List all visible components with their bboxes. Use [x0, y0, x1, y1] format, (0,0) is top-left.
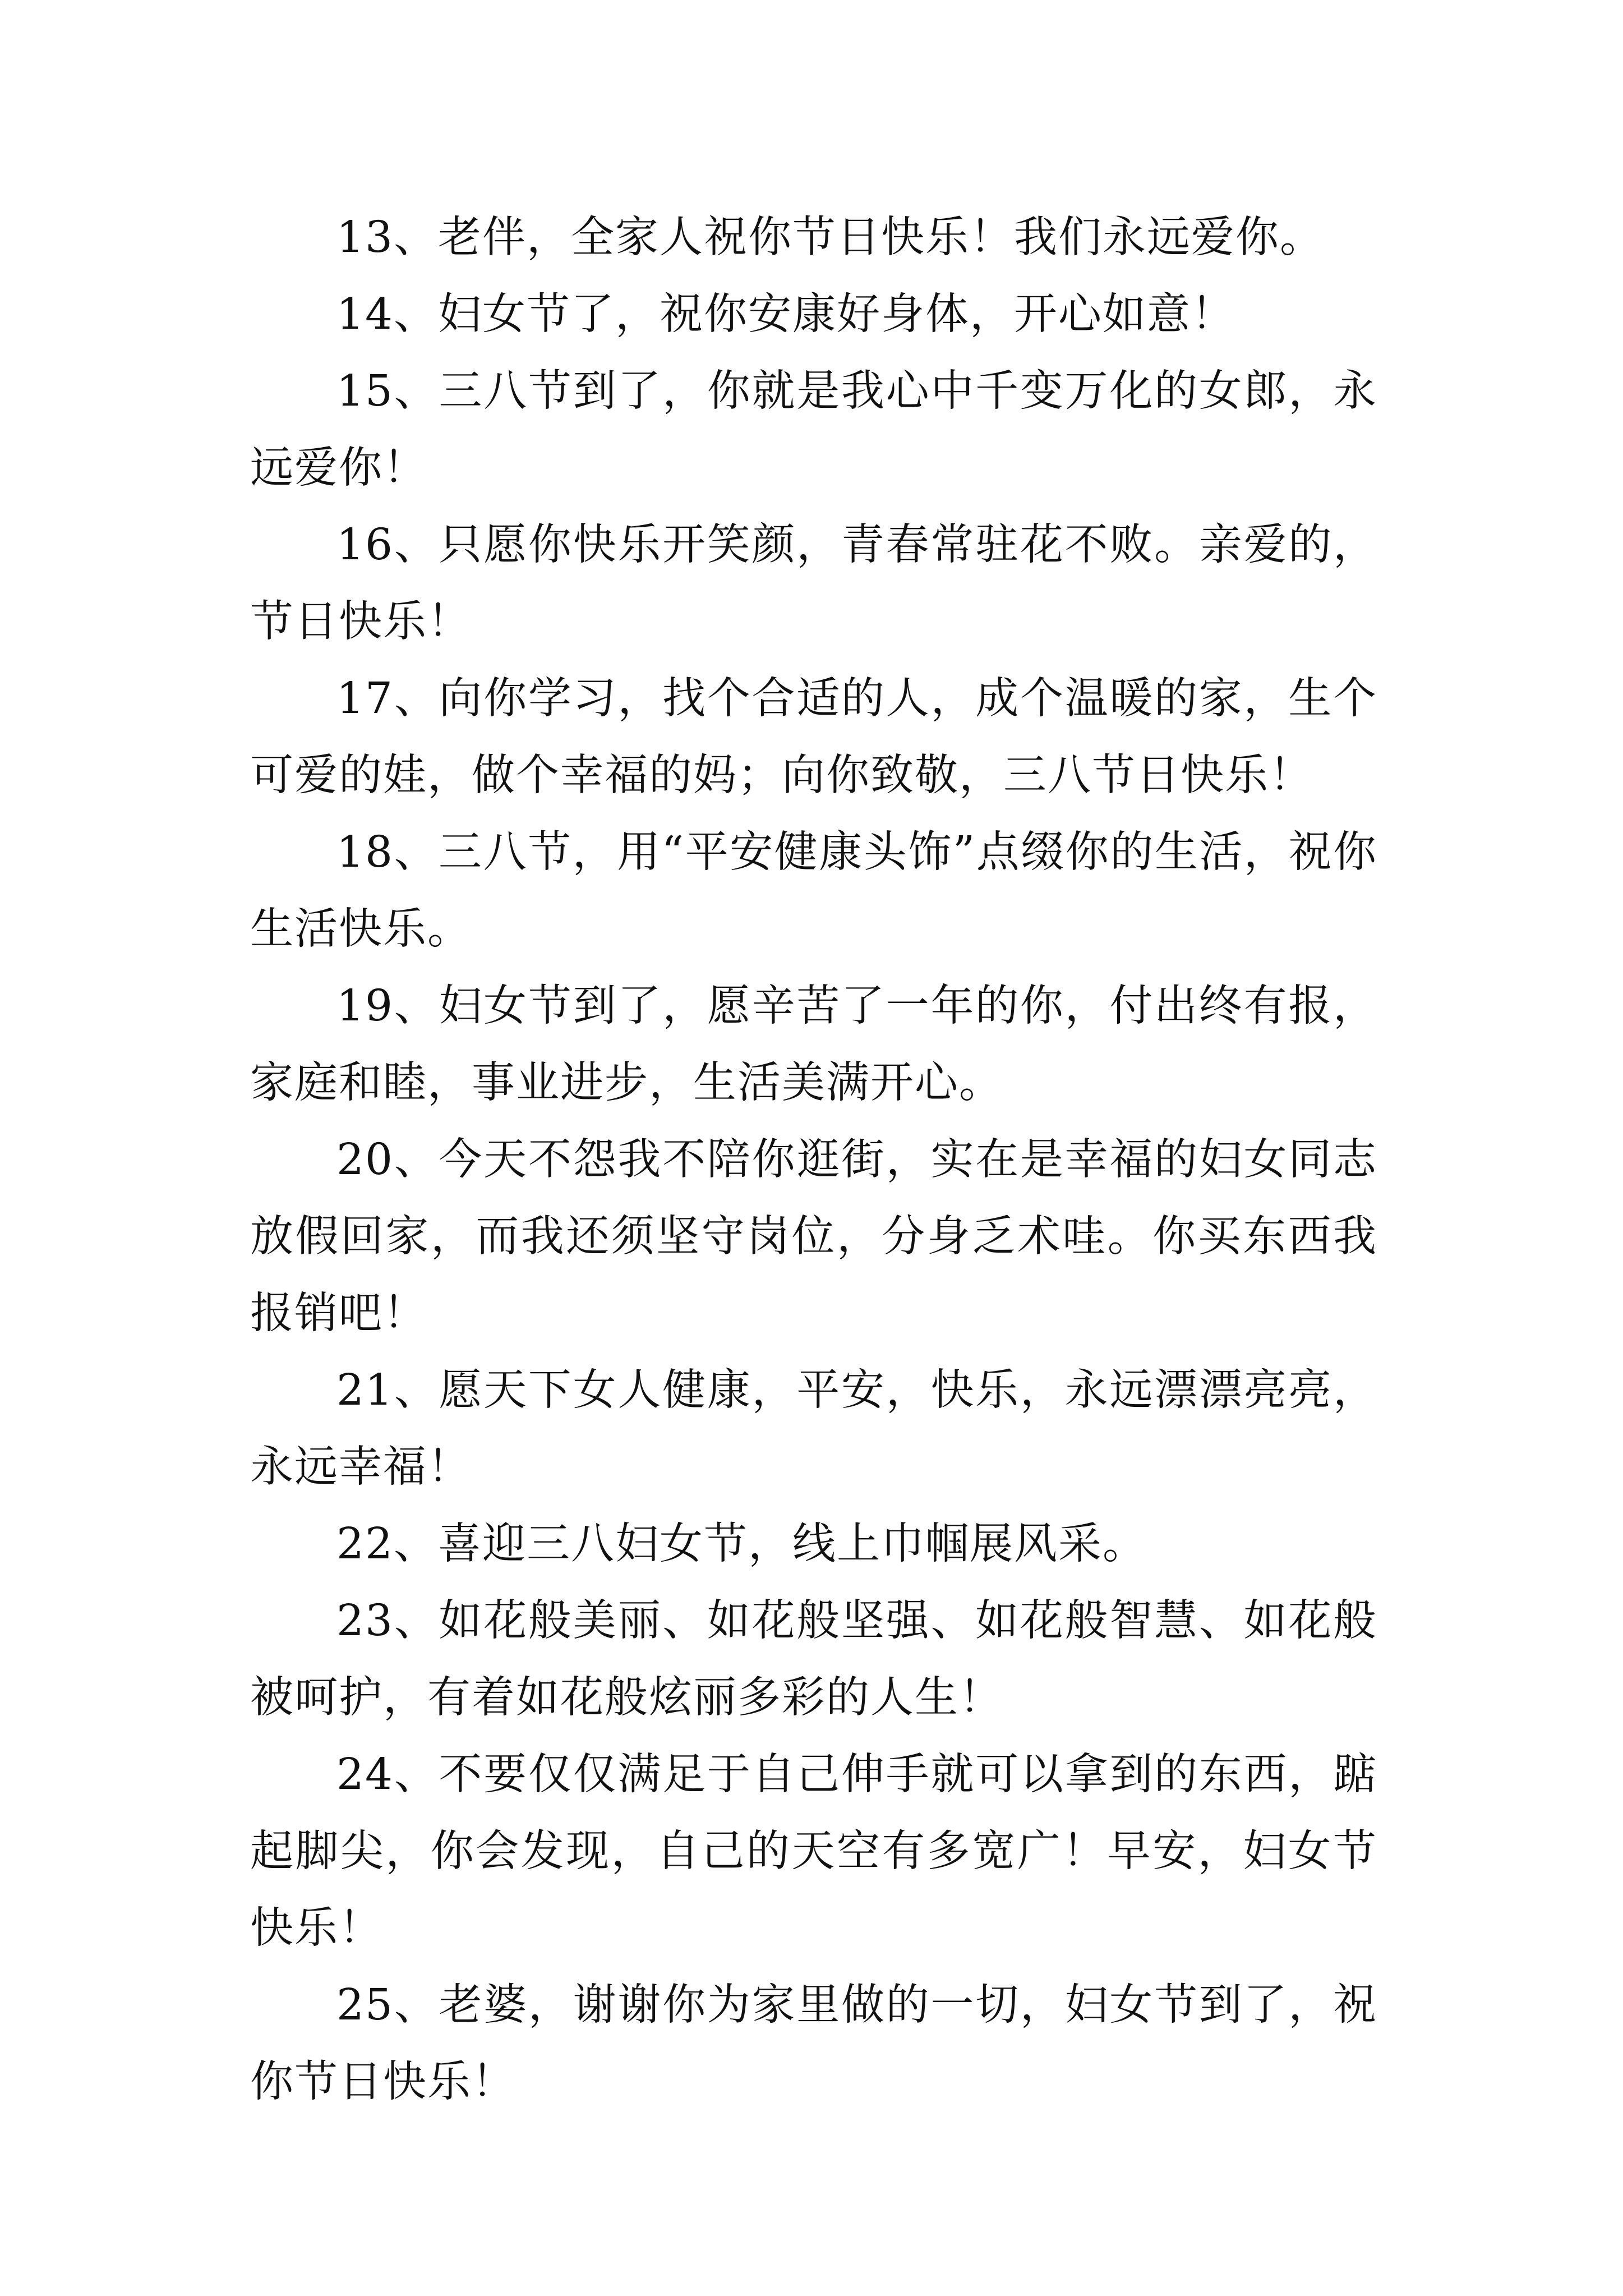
paragraph-13: 13、老伴，全家人祝你节日快乐！我们永远爱你。	[336, 213, 1324, 263]
paragraph-25: 25、老婆，谢谢你为家里做的一切，妇女节到了，祝你节日快乐！	[250, 1980, 1377, 2107]
paragraph-16: 16、只愿你快乐开笑颜，青春常驻花不败。亲爱的，节日快乐！	[250, 520, 1377, 647]
paragraph-19: 19、妇女节到了，愿辛苦了一年的你，付出终有报，家庭和睦，事业进步，生活美满开心。	[250, 981, 1377, 1108]
paragraph-15: 15、三八节到了，你就是我心中千变万化的女郎，永远爱你！	[250, 366, 1377, 493]
document-body	[250, 199, 1377, 2120]
paragraph-18: 18、三八节，用“平安健康头饰”点缀你的生活，祝你生活快乐。	[250, 827, 1377, 954]
paragraph-20: 20、今天不怨我不陪你逛街，实在是幸福的妇女同志放假回家，而我还须坚守岗位，分身乏术哇。你买东西我报销吧！	[250, 1135, 1377, 1338]
paragraph-14: 14、妇女节了，祝你安康好身体，开心如意！	[336, 289, 1235, 339]
paragraph-23: 23、如花般美丽、如花般坚强、如花般智慧、如花般被呵护，有着如花般炫丽多彩的人生！	[250, 1596, 1377, 1723]
paragraph-17: 17、向你学习，找个合适的人，成个温暖的家，生个可爱的娃，做个幸福的妈；向你致敬，三八节日快乐！	[250, 674, 1377, 800]
paragraph-21: 21、愿天下女人健康，平安，快乐，永远漂漂亮亮，永远幸福！	[250, 1365, 1377, 1492]
paragraph-22: 22、喜迎三八妇女节，线上巾帼展风采。	[336, 1519, 1147, 1569]
paragraph-24: 24、不要仅仅满足于自己伸手就可以拿到的东西，踮起脚尖，你会发现，自己的天空有多宽广！早安，妇女节快乐！	[250, 1750, 1377, 1953]
